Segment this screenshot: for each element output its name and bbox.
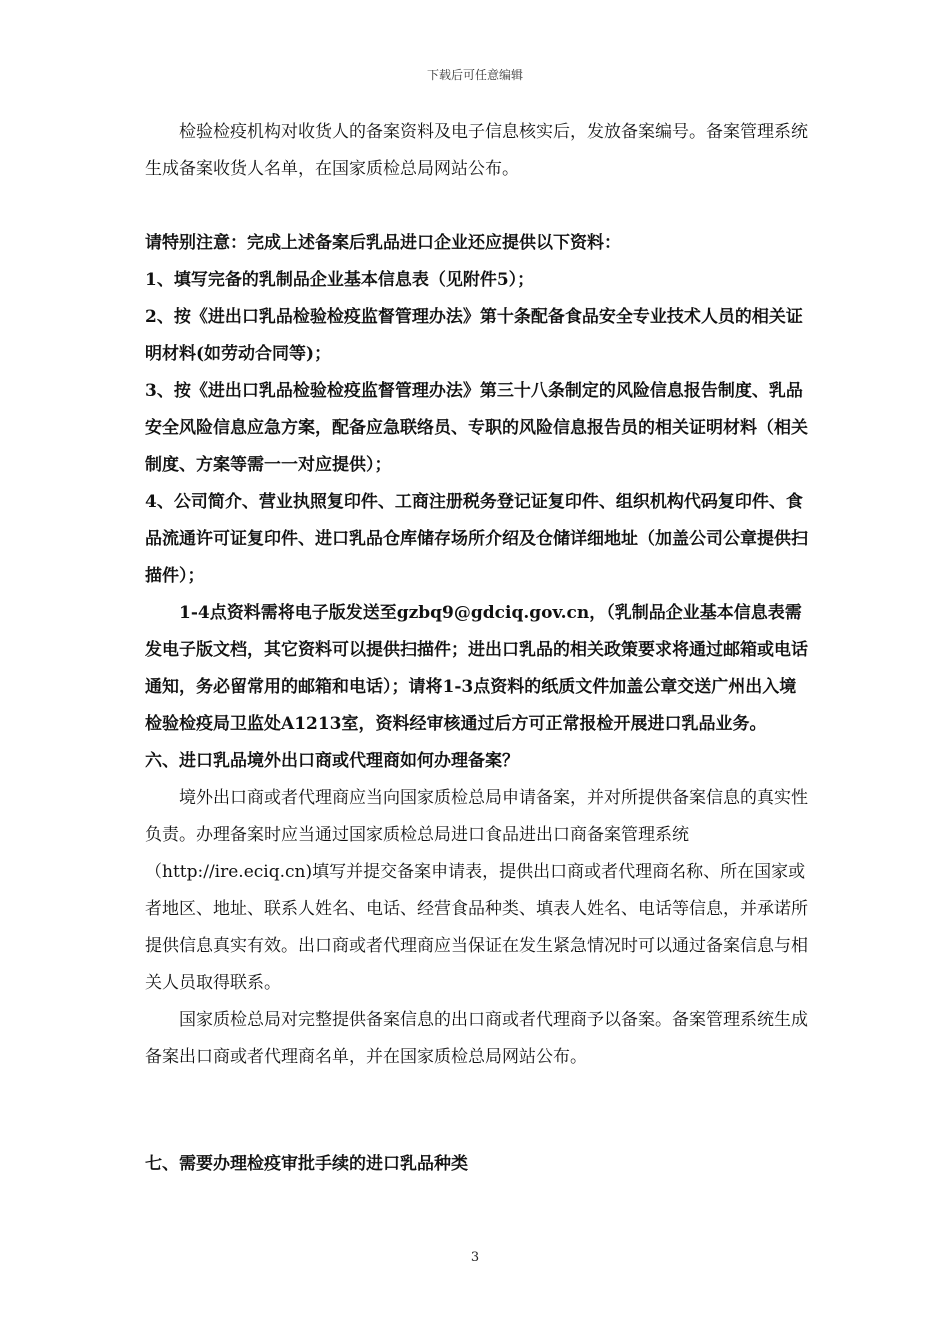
list-item-4: 4、公司简介、营业执照复印件、工商注册税务登记证复印件、组织机构代码复印件、食品流通许可证复印件、进口乳品仓库储存场所介绍及仓储详细地址（加盖公司公章提供扫描件）；	[145, 492, 808, 586]
section-6-paragraph-2: 国家质检总局对完整提供备案信息的出口商或者代理商予以备案。备案管理系统生成备案出口商或者代理商名单，并在国家质检总局网站公布。	[145, 1010, 808, 1067]
document-body	[145, 114, 810, 1183]
spacer	[145, 188, 810, 225]
section-6-title: 六、进口乳品境外出口商或代理商如何办理备案？	[145, 751, 519, 771]
spacer	[145, 1076, 810, 1146]
paragraph-filing-number: 检验检疫机构对收货人的备案资料及电子信息核实后，发放备案编号。备案管理系统生成备案收货人名单，在国家质检总局网站公布。	[145, 122, 808, 179]
list-item-2: 2、按《进出口乳品检验检疫监督管理办法》第十条配备食品安全专业技术人员的相关证明材料(如劳动合同等)；	[145, 307, 803, 364]
list-item-1: 1、填写完备的乳制品企业基本信息表（见附件5）；	[145, 270, 535, 290]
page-number: 3	[470, 1250, 480, 1265]
section-6-paragraph-1: 境外出口商或者代理商应当向国家质检总局申请备案，并对所提供备案信息的真实性负责。办理备案时应当通过国家质检总局进口食品进出口商备案管理系统（http://ire.eciq.cn)填写并提交备案申请表，提供出口商或者代理商名称、所在国家或者地区、地址、联系人姓名、电话、经营食品种类、填表人姓名、电话等信息，并承诺所提供信息真实有效。出口商或者代理商应当保证在发生紧急情况时可以通过备案信息与相关人员取得联系。	[145, 788, 808, 993]
section-7-title: 七、需要办理检疫审批手续的进口乳品种类	[145, 1154, 468, 1174]
list-item-3: 3、按《进出口乳品检验检疫监督管理办法》第三十八条制定的风险信息报告制度、乳品安全风险信息应急方案，配备应急联络员、专职的风险信息报告员的相关证明材料（相关制度、方案等需一一对应提供）；	[145, 381, 808, 475]
submission-note: 1-4点资料需将电子版发送至gzbq9@gdciq.gov.cn，（乳制品企业基本信息表需发电子版文档，其它资料可以提供扫描件；进出口乳品的相关政策要求将通过邮箱或电话通知，务必留常用的邮箱和电话）；请将1-3点资料的纸质文件加盖公章交送广州出入境检验检疫局卫监处A1213室，资料经审核通过后方可正常报检开展进口乳品业务。	[145, 603, 808, 734]
notice-title: 请特别注意：完成上述备案后乳品进口企业还应提供以下资料：	[145, 233, 621, 253]
page-header: 下载后可任意编辑	[426, 68, 523, 82]
